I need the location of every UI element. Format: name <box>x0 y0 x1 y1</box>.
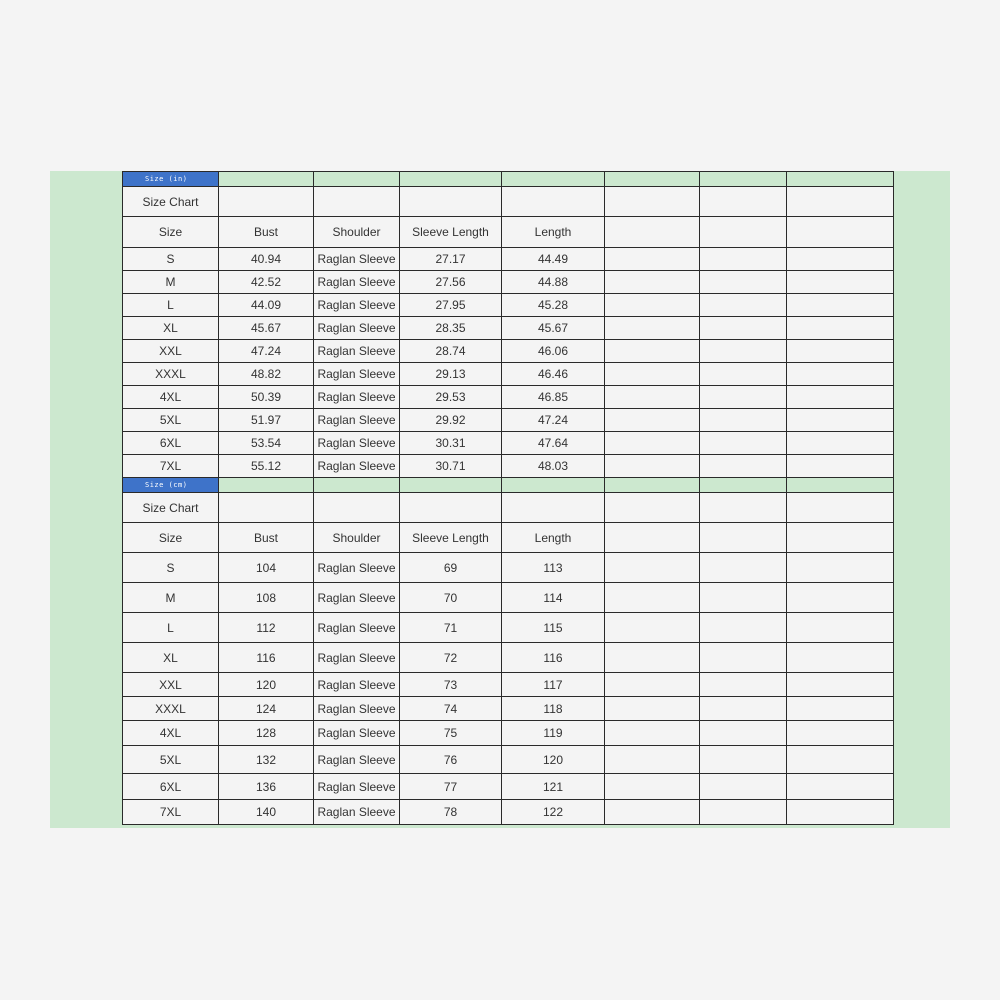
table-cell: 108 <box>219 583 314 613</box>
table-cell: Raglan Sleeve <box>314 248 400 271</box>
empty-cell <box>605 523 700 553</box>
empty-cell <box>700 248 787 271</box>
table-row <box>123 613 894 643</box>
inch-column-header: Shoulder <box>314 217 400 248</box>
table-cell: 53.54 <box>219 432 314 455</box>
empty-cell <box>605 774 700 800</box>
table-cell: 128 <box>219 721 314 746</box>
table-cell: 42.52 <box>219 271 314 294</box>
empty-cell <box>700 583 787 613</box>
cm-title-row <box>123 493 894 523</box>
table-cell: 72 <box>400 643 502 673</box>
table-cell: S <box>123 553 219 583</box>
table-cell: 40.94 <box>219 248 314 271</box>
table-cell: 124 <box>219 697 314 721</box>
empty-cell <box>605 317 700 340</box>
cm-tag-row <box>123 478 894 493</box>
empty-cell <box>700 493 787 523</box>
table-row <box>123 317 894 340</box>
empty-cell <box>700 455 787 478</box>
empty-cell <box>700 553 787 583</box>
empty-cell <box>787 248 894 271</box>
table-cell: Raglan Sleeve <box>314 613 400 643</box>
cm-column-header: Bust <box>219 523 314 553</box>
empty-cell <box>700 217 787 248</box>
table-cell: 112 <box>219 613 314 643</box>
empty-cell <box>787 271 894 294</box>
empty-cell <box>700 172 787 187</box>
empty-cell <box>605 721 700 746</box>
empty-cell <box>605 363 700 386</box>
table-cell: Raglan Sleeve <box>314 271 400 294</box>
inch-header-row <box>123 217 894 248</box>
empty-cell <box>219 493 314 523</box>
inch-unit-tag: Size (in) <box>123 172 219 187</box>
table-cell: 6XL <box>123 774 219 800</box>
empty-cell <box>605 553 700 583</box>
table-cell: 30.31 <box>400 432 502 455</box>
table-cell: 55.12 <box>219 455 314 478</box>
table-row <box>123 643 894 673</box>
table-cell: Raglan Sleeve <box>314 455 400 478</box>
empty-cell <box>314 172 400 187</box>
table-cell: 47.24 <box>219 340 314 363</box>
table-cell: 132 <box>219 746 314 774</box>
empty-cell <box>700 317 787 340</box>
empty-cell <box>700 271 787 294</box>
table-cell: 51.97 <box>219 409 314 432</box>
empty-cell <box>787 523 894 553</box>
cm-column-header: Size <box>123 523 219 553</box>
table-cell: Raglan Sleeve <box>314 721 400 746</box>
table-cell: 44.09 <box>219 294 314 317</box>
table-cell: 7XL <box>123 455 219 478</box>
table-cell: 27.56 <box>400 271 502 294</box>
table-cell: Raglan Sleeve <box>314 409 400 432</box>
table-cell: 27.17 <box>400 248 502 271</box>
table-cell: 74 <box>400 697 502 721</box>
table-cell: 48.82 <box>219 363 314 386</box>
table-cell: XXL <box>123 673 219 697</box>
inch-title-row <box>123 187 894 217</box>
table-row <box>123 774 894 800</box>
empty-cell <box>314 478 400 493</box>
inch-chart-title: Size Chart <box>123 187 219 217</box>
table-cell: 27.95 <box>400 294 502 317</box>
empty-cell <box>787 643 894 673</box>
table-cell: Raglan Sleeve <box>314 643 400 673</box>
empty-cell <box>787 553 894 583</box>
table-cell: 121 <box>502 774 605 800</box>
table-cell: 44.49 <box>502 248 605 271</box>
empty-cell <box>605 455 700 478</box>
cm-chart-title: Size Chart <box>123 493 219 523</box>
table-row <box>123 271 894 294</box>
table-cell: 136 <box>219 774 314 800</box>
empty-cell <box>700 673 787 697</box>
table-cell: Raglan Sleeve <box>314 697 400 721</box>
empty-cell <box>502 172 605 187</box>
table-cell: 29.92 <box>400 409 502 432</box>
empty-cell <box>787 294 894 317</box>
table-row <box>123 340 894 363</box>
table-cell: Raglan Sleeve <box>314 746 400 774</box>
table-cell: 71 <box>400 613 502 643</box>
table-row <box>123 746 894 774</box>
inch-column-header: Size <box>123 217 219 248</box>
empty-cell <box>700 643 787 673</box>
table-cell: 45.67 <box>219 317 314 340</box>
table-row <box>123 673 894 697</box>
table-cell: M <box>123 271 219 294</box>
cm-column-header: Shoulder <box>314 523 400 553</box>
inch-column-header: Bust <box>219 217 314 248</box>
table-cell: 73 <box>400 673 502 697</box>
table-cell: 120 <box>502 746 605 774</box>
empty-cell <box>700 613 787 643</box>
empty-cell <box>605 746 700 774</box>
table-cell: 29.53 <box>400 386 502 409</box>
table-row <box>123 800 894 825</box>
empty-cell <box>605 697 700 721</box>
cm-column-header: Sleeve Length <box>400 523 502 553</box>
table-cell: M <box>123 583 219 613</box>
table-cell: 48.03 <box>502 455 605 478</box>
empty-cell <box>502 478 605 493</box>
empty-cell <box>787 774 894 800</box>
table-cell: 118 <box>502 697 605 721</box>
table-cell: L <box>123 294 219 317</box>
table-cell: 77 <box>400 774 502 800</box>
empty-cell <box>605 478 700 493</box>
table-cell: 117 <box>502 673 605 697</box>
empty-cell <box>219 478 314 493</box>
table-cell: XL <box>123 317 219 340</box>
table-row <box>123 363 894 386</box>
table-cell: XXXL <box>123 363 219 386</box>
table-row <box>123 455 894 478</box>
empty-cell <box>700 478 787 493</box>
table-cell: 122 <box>502 800 605 825</box>
empty-cell <box>700 409 787 432</box>
empty-cell <box>605 583 700 613</box>
table-cell: 140 <box>219 800 314 825</box>
table-cell: 47.64 <box>502 432 605 455</box>
empty-cell <box>787 478 894 493</box>
empty-cell <box>787 493 894 523</box>
empty-cell <box>605 271 700 294</box>
empty-cell <box>700 746 787 774</box>
empty-cell <box>605 340 700 363</box>
table-cell: 45.67 <box>502 317 605 340</box>
table-cell: Raglan Sleeve <box>314 583 400 613</box>
table-cell: XXL <box>123 340 219 363</box>
empty-cell <box>700 187 787 217</box>
empty-cell <box>700 697 787 721</box>
empty-cell <box>219 172 314 187</box>
empty-cell <box>219 187 314 217</box>
table-cell: Raglan Sleeve <box>314 553 400 583</box>
empty-cell <box>605 294 700 317</box>
empty-cell <box>787 340 894 363</box>
empty-cell <box>787 386 894 409</box>
empty-cell <box>502 187 605 217</box>
table-cell: Raglan Sleeve <box>314 294 400 317</box>
cm-column-header: Length <box>502 523 605 553</box>
table-row <box>123 386 894 409</box>
table-cell: 45.28 <box>502 294 605 317</box>
empty-cell <box>605 172 700 187</box>
empty-cell <box>605 217 700 248</box>
table-cell: Raglan Sleeve <box>314 386 400 409</box>
table-row <box>123 583 894 613</box>
table-cell: 4XL <box>123 386 219 409</box>
table-cell: XL <box>123 643 219 673</box>
empty-cell <box>787 217 894 248</box>
empty-cell <box>605 432 700 455</box>
empty-cell <box>605 800 700 825</box>
table-cell: 115 <box>502 613 605 643</box>
table-row <box>123 248 894 271</box>
empty-cell <box>700 432 787 455</box>
empty-cell <box>605 493 700 523</box>
empty-cell <box>787 746 894 774</box>
empty-cell <box>700 363 787 386</box>
size-chart-sheet <box>122 171 894 825</box>
empty-cell <box>314 187 400 217</box>
empty-cell <box>787 613 894 643</box>
table-cell: 120 <box>219 673 314 697</box>
empty-cell <box>787 363 894 386</box>
table-cell: 4XL <box>123 721 219 746</box>
table-cell: Raglan Sleeve <box>314 317 400 340</box>
empty-cell <box>787 317 894 340</box>
empty-cell <box>605 409 700 432</box>
empty-cell <box>314 493 400 523</box>
table-cell: Raglan Sleeve <box>314 673 400 697</box>
table-cell: 119 <box>502 721 605 746</box>
empty-cell <box>787 673 894 697</box>
empty-cell <box>400 478 502 493</box>
table-cell: 5XL <box>123 409 219 432</box>
empty-cell <box>787 583 894 613</box>
inch-column-header: Sleeve Length <box>400 217 502 248</box>
inch-tag-row <box>123 172 894 187</box>
table-cell: 47.24 <box>502 409 605 432</box>
empty-cell <box>787 800 894 825</box>
empty-cell <box>787 697 894 721</box>
empty-cell <box>700 721 787 746</box>
table-cell: 44.88 <box>502 271 605 294</box>
table-cell: 116 <box>502 643 605 673</box>
empty-cell <box>787 721 894 746</box>
table-cell: 78 <box>400 800 502 825</box>
empty-cell <box>787 432 894 455</box>
table-row <box>123 697 894 721</box>
empty-cell <box>700 294 787 317</box>
table-cell: 114 <box>502 583 605 613</box>
empty-cell <box>605 673 700 697</box>
cm-header-row <box>123 523 894 553</box>
table-cell: 7XL <box>123 800 219 825</box>
table-cell: S <box>123 248 219 271</box>
empty-cell <box>787 187 894 217</box>
inch-column-header: Length <box>502 217 605 248</box>
table-cell: 116 <box>219 643 314 673</box>
table-cell: 50.39 <box>219 386 314 409</box>
table-cell: Raglan Sleeve <box>314 340 400 363</box>
table-cell: XXXL <box>123 697 219 721</box>
table-cell: Raglan Sleeve <box>314 363 400 386</box>
empty-cell <box>605 386 700 409</box>
empty-cell <box>605 643 700 673</box>
table-cell: 76 <box>400 746 502 774</box>
empty-cell <box>787 172 894 187</box>
empty-cell <box>700 800 787 825</box>
table-row <box>123 409 894 432</box>
table-row <box>123 553 894 583</box>
empty-cell <box>700 386 787 409</box>
empty-cell <box>400 187 502 217</box>
empty-cell <box>700 340 787 363</box>
empty-cell <box>787 455 894 478</box>
table-cell: 113 <box>502 553 605 583</box>
empty-cell <box>605 248 700 271</box>
table-cell: 104 <box>219 553 314 583</box>
table-cell: 46.06 <box>502 340 605 363</box>
empty-cell <box>787 409 894 432</box>
table-cell: 69 <box>400 553 502 583</box>
table-cell: 46.85 <box>502 386 605 409</box>
table-cell: Raglan Sleeve <box>314 432 400 455</box>
empty-cell <box>400 493 502 523</box>
table-cell: 6XL <box>123 432 219 455</box>
empty-cell <box>502 493 605 523</box>
table-cell: L <box>123 613 219 643</box>
table-row <box>123 721 894 746</box>
empty-cell <box>700 523 787 553</box>
table-cell: Raglan Sleeve <box>314 800 400 825</box>
table-cell: 75 <box>400 721 502 746</box>
table-cell: 70 <box>400 583 502 613</box>
table-row <box>123 432 894 455</box>
table-cell: 28.74 <box>400 340 502 363</box>
table-cell: 46.46 <box>502 363 605 386</box>
table-row <box>123 294 894 317</box>
table-cell: 5XL <box>123 746 219 774</box>
empty-cell <box>605 187 700 217</box>
table-cell: Raglan Sleeve <box>314 774 400 800</box>
table-cell: 29.13 <box>400 363 502 386</box>
cm-unit-tag: Size (cm) <box>123 478 219 493</box>
empty-cell <box>700 774 787 800</box>
empty-cell <box>605 613 700 643</box>
table-cell: 28.35 <box>400 317 502 340</box>
empty-cell <box>400 172 502 187</box>
table-cell: 30.71 <box>400 455 502 478</box>
